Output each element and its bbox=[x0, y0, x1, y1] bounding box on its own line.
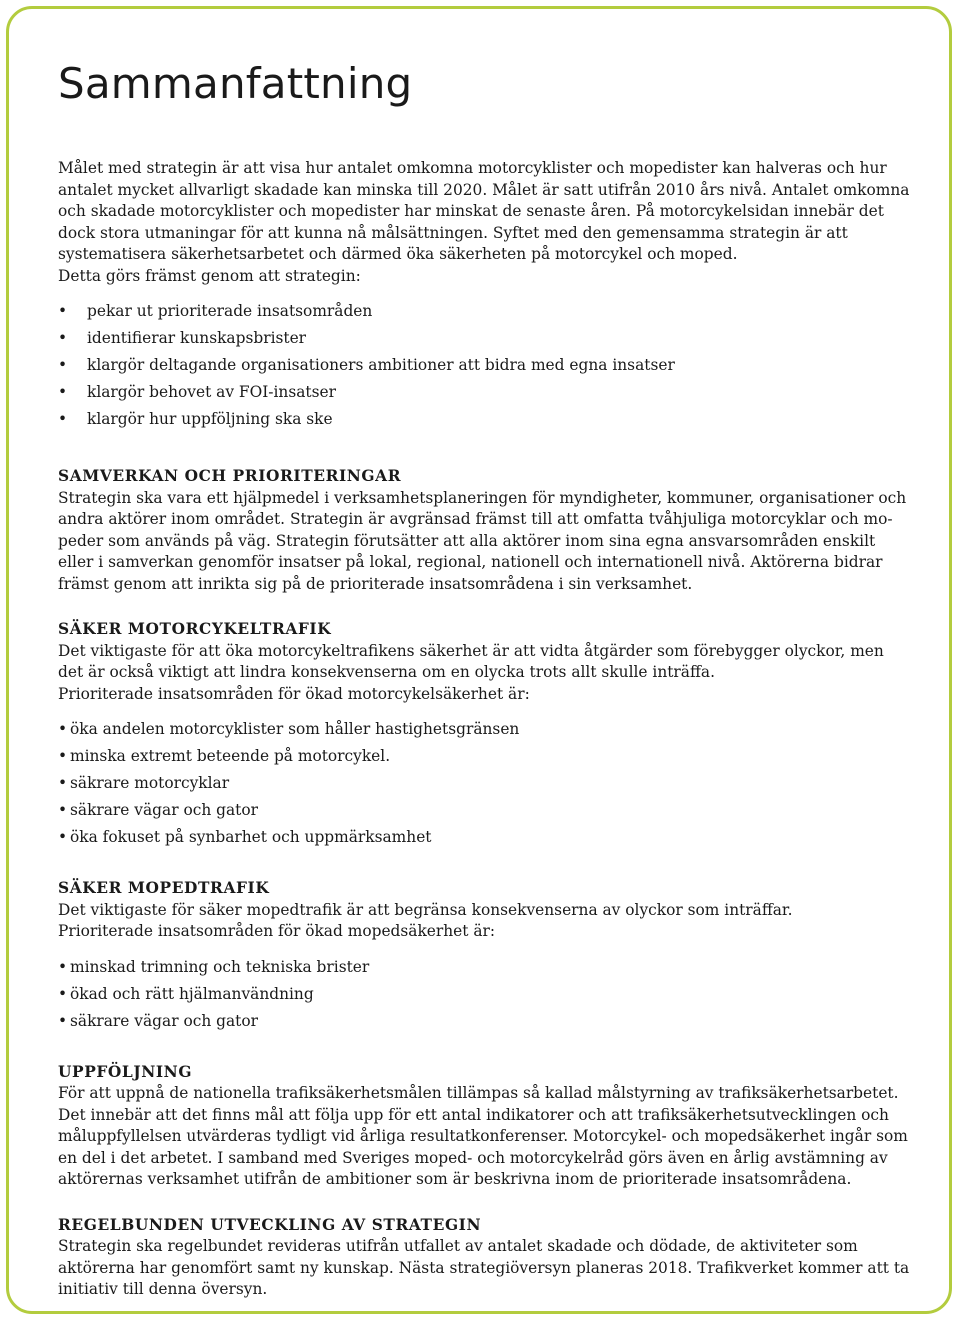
section-text: Det viktigaste för säker mopedtrafik är att begränsa konsekvenserna av olyckor som inträffar. bbox=[58, 900, 793, 919]
section-heading: UPPFÖLJNING bbox=[58, 1062, 193, 1081]
bullet-icon: • bbox=[58, 720, 68, 738]
section-heading: SÄKER MOPEDTRAFIK bbox=[58, 879, 270, 897]
samverkan-section bbox=[58, 466, 910, 595]
list-item: • säkrare motorcyklar bbox=[58, 773, 910, 800]
list-item: • minskad trimning och tekniska brister bbox=[58, 957, 910, 984]
bullet-icon: • bbox=[58, 410, 68, 428]
section-heading: SÄKER MOTORCYKELTRAFIK bbox=[58, 620, 332, 638]
bullet-icon: • bbox=[58, 329, 68, 347]
bullet-icon: • bbox=[58, 984, 68, 1003]
list-item: • säkrare vägar och gator bbox=[58, 800, 910, 827]
list-item: • klargör behovet av FOI-insatser bbox=[58, 382, 910, 409]
uppfoljning-section bbox=[58, 1062, 910, 1191]
bullet-icon: • bbox=[58, 774, 68, 792]
list-item: • ökad och rätt hjälmanvändning bbox=[58, 984, 910, 1011]
section-text: Det viktigaste för att öka motorcykeltrafikens säkerhet är att vidta åtgärder som förebygger olyckor, men det är också viktigt att lindra konsekvenserna om en olycka trots allt skulle inträffa. bbox=[58, 641, 884, 681]
moped-section bbox=[58, 878, 910, 1038]
list-item: • pekar ut prioriterade insatsområden bbox=[58, 301, 910, 328]
list-item: • minska extremt beteende på motorcykel. bbox=[58, 746, 910, 773]
list-item: • klargör deltagande organisationers ambitioner att bidra med egna insatser bbox=[58, 355, 910, 382]
section-text: Strategin ska vara ett hjälpmedel i verksamhetsplaneringen för myndigheter, kommuner, organisationer och andra aktörer inom området. Strategin är avgränsad främst till att omfatta tvåhjuliga motorcyklar och mopeder som används på väg. Strategin förutsätter att alla aktörer inom sina egna ansvarsområden enskilt eller i samverkan genomför insatser på lokal, regional, nationell och internationell nivå. Aktörerna bidrar främst genom att inrikta sig på de prioriterade insatsområdena i sin verksamhet. bbox=[58, 488, 907, 593]
bullet-icon: • bbox=[58, 356, 68, 374]
section-text: Strategin ska regelbundet revideras utifrån utfallet av antalet skadade och dödade, de aktiviteter som aktörerna har genomfört samt ny kunskap. Nästa strategiöversyn planeras 2018. Trafikverket kommer att ta initiativ till denna översyn. bbox=[58, 1237, 910, 1298]
section-lead: Prioriterade insatsområden för ökad motorcykelsäkerhet är: bbox=[58, 684, 530, 703]
intro-lead: Detta görs främst genom att strategin: bbox=[58, 266, 361, 285]
motorcykel-section bbox=[58, 619, 910, 854]
document-body bbox=[58, 58, 910, 1301]
bullet-icon: • bbox=[58, 302, 68, 320]
intro-paragraph: Målet med strategin är att visa hur antalet omkomna motorcyklister och mopedister kan halveras och hur antalet mycket allvarligt skadade kan minska till 2020. Målet är satt utifrån 2010 års nivå. Antalet omkomna och skadade motorcyklister och mopedister har minskat de senaste åren. På motorcykelsidan innebär det dock stora utmaningar för att kunna nå målsättningen. Syftet med den gemensamma strategin är att systematisera säkerhetsarbetet och därmed öka säkerheten på motorcykel och moped. bbox=[58, 159, 910, 263]
section-heading: SAMVERKAN OCH PRIORITERINGAR bbox=[58, 467, 402, 485]
moped-bullet-list bbox=[58, 957, 910, 1038]
bullet-icon: • bbox=[58, 747, 68, 765]
bullet-icon: • bbox=[58, 1011, 68, 1030]
motorcykel-bullet-list bbox=[58, 719, 910, 854]
intro-bullet-list bbox=[58, 301, 910, 436]
bullet-icon: • bbox=[58, 383, 68, 401]
list-item: • säkrare vägar och gator bbox=[58, 1011, 910, 1038]
section-lead: Prioriterade insatsområden för ökad mopedsäkerhet är: bbox=[58, 922, 496, 940]
bullet-icon: • bbox=[58, 957, 68, 976]
bullet-icon: • bbox=[58, 828, 68, 846]
bullet-icon: • bbox=[58, 801, 68, 819]
list-item: • öka fokuset på synbarhet och uppmärksamhet bbox=[58, 827, 910, 854]
list-item: • identifierar kunskapsbrister bbox=[58, 328, 910, 355]
intro-section bbox=[58, 158, 910, 436]
section-text: För att uppnå de nationella trafiksäkerhetsmålen tillämpas så kallad målstyrning av trafiksäkerhetsarbetet. Det innebär att det finns mål att följa upp för ett antal indikatorer och att trafiksäkerhetsutvecklingen och måluppfyllelsen utvärderas tydligt vid årliga resultatkonferenser. Motorcykel- och mopedsäkerhet ingår som en del i det arbetet. I samband med Sveriges moped- och motorcykelråd görs även en årlig avstämning av aktörernas verksamhet utifrån de ambitioner som är beskrivna inom de prioriterade insatsområdena. bbox=[58, 1084, 908, 1188]
section-heading: REGELBUNDEN UTVECKLING AV STRATEGIN bbox=[58, 1215, 482, 1234]
list-item: • öka andelen motorcyklister som håller hastighetsgränsen bbox=[58, 719, 910, 746]
page-title: Sammanfattning bbox=[58, 59, 413, 108]
list-item: • klargör hur uppföljning ska ske bbox=[58, 409, 910, 436]
utveckling-section bbox=[58, 1215, 910, 1301]
